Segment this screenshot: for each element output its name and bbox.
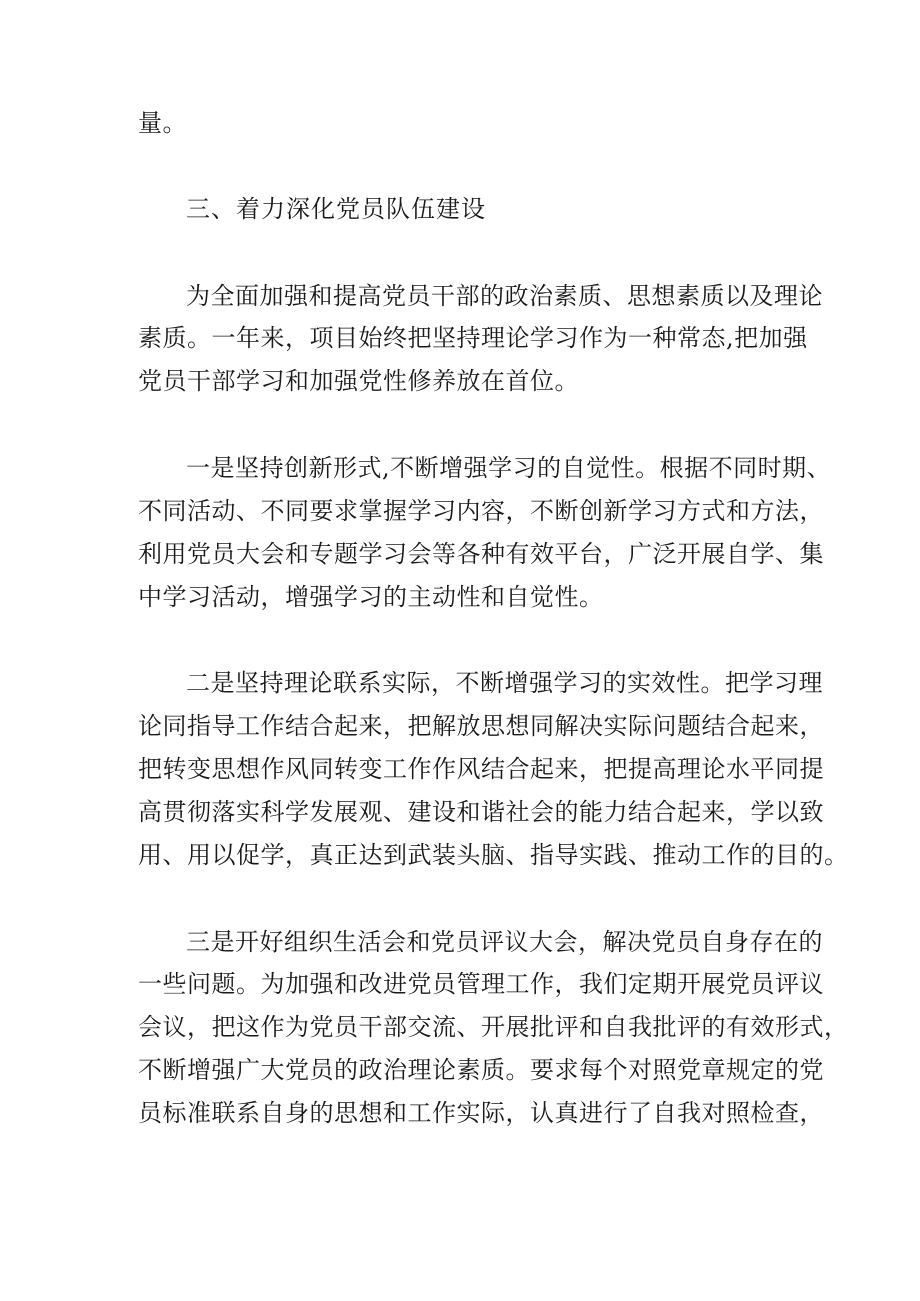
paragraph-fragment: 量。 [138, 109, 187, 137]
paragraph-line: 员标准联系自身的思想和工作实际，认真进行了自我对照检查， [138, 1099, 824, 1127]
paragraph-line: 一些问题。为加强和改进党员管理工作，我们定期开展党员评议 [138, 970, 824, 998]
paragraph-line: 党员干部学习和加强党性修养放在首位。 [138, 367, 579, 395]
paragraph-line: 二是坚持理论联系实际，不断增强学习的实效性。把学习理 [186, 669, 823, 697]
paragraph-line: 一是坚持创新形式,不断增强学习的自觉性。根据不同时期、 [186, 454, 832, 482]
section-heading: 三、着力深化党员队伍建设 [186, 195, 486, 223]
paragraph-line: 高贯彻落实科学发展观、建设和谐社会的能力结合起来，学以致 [138, 798, 824, 826]
paragraph-line: 素质。一年来，项目始终把坚持理论学习作为一种常态,把加强 [138, 324, 808, 352]
paragraph-line: 会议，把这作为党员干部交流、开展批评和自我批评的有效形式， [138, 1013, 849, 1041]
paragraph-line: 论同指导工作结合起来，把解放思想同解决实际问题结合起来， [138, 712, 824, 740]
paragraph-line: 不断增强广大党员的政治理论素质。要求每个对照党章规定的党 [138, 1056, 824, 1084]
paragraph-line: 三是开好组织生活会和党员评议大会，解决党员自身存在的 [186, 928, 823, 956]
paragraph-line: 把转变思想作风同转变工作作风结合起来，把提高理论水平同提 [138, 755, 824, 783]
paragraph-line: 中学习活动，增强学习的主动性和自觉性。 [138, 583, 604, 611]
paragraph-line: 利用党员大会和专题学习会等各种有效平台，广泛开展自学、集 [138, 540, 824, 568]
paragraph-line: 用、用以促学，真正达到武装头脑、指导实践、推动工作的目的。 [138, 841, 849, 869]
paragraph-line: 为全面加强和提高党员干部的政治素质、思想素质以及理论 [186, 282, 823, 310]
paragraph-line: 不同活动、不同要求掌握学习内容，不断创新学习方式和方法， [138, 497, 824, 525]
